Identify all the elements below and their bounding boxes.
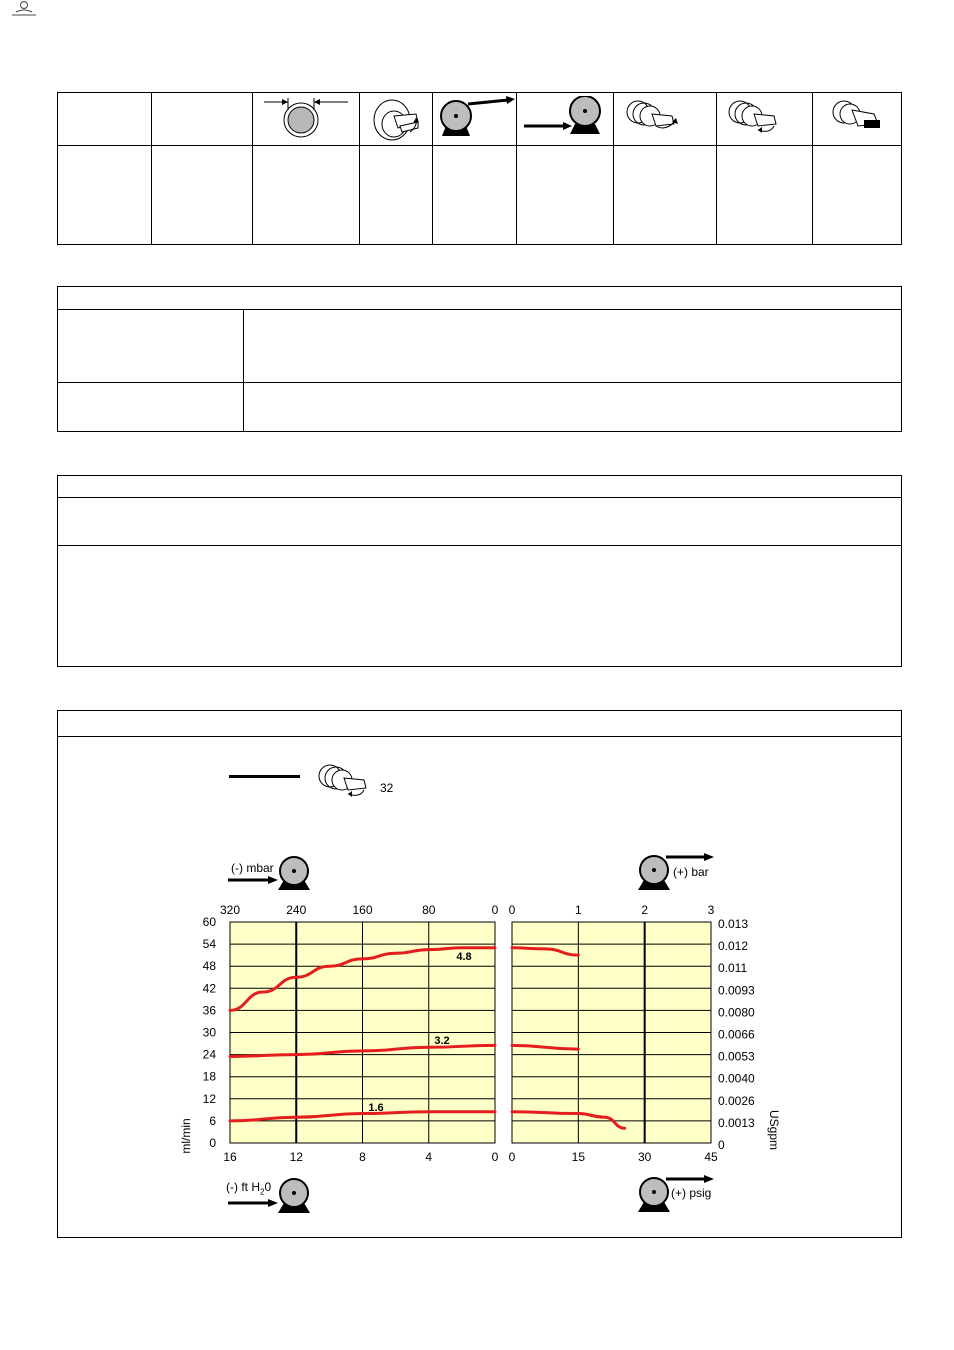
x-tick-label-top: 1	[574, 903, 582, 917]
x-tick-label-bottom: 12	[289, 1150, 303, 1164]
y-tick-label-right: 0.0066	[718, 1027, 755, 1042]
vacuum-bottom-label: (-) ft $H_20$	[226, 1180, 272, 1197]
x-tick-label-top: 2	[641, 903, 649, 917]
series-label: 3.2	[434, 1035, 450, 1047]
y-axis-title: ml/min	[179, 1118, 193, 1154]
y-tick-label: 12	[202, 1091, 216, 1106]
y-tick-label-right: 0.012	[718, 939, 749, 954]
y-tick-label: 42	[202, 981, 216, 996]
x-tick-label-top: 80	[422, 903, 436, 917]
y-tick-label-right: 0.0080	[718, 1005, 755, 1020]
x-tick-label-top: 0	[491, 903, 499, 917]
x-tick-label-bottom: 30	[637, 1150, 652, 1164]
x-tick-label-bottom: 16	[223, 1150, 237, 1164]
y-tick-label: 36	[202, 1003, 216, 1018]
x-tick-label-top: 3	[707, 903, 715, 917]
y-tick-label-right: 0.0053	[718, 1049, 755, 1064]
x-tick-label-bottom: 0	[491, 1150, 499, 1164]
vacuum-top-label: (-) mbar	[231, 861, 274, 875]
y-tick-label: 54	[202, 937, 216, 952]
y-tick-label: 48	[202, 959, 216, 974]
x-tick-label-bottom: 0	[508, 1150, 516, 1164]
y-tick-label-right: 0.0026	[718, 1093, 755, 1108]
y-tick-label-right: 0.011	[718, 961, 748, 976]
y-tick-label-right: 0.0093	[718, 983, 755, 998]
x-tick-label-bottom: 8	[359, 1150, 366, 1164]
y-tick-label: 6	[209, 1113, 216, 1128]
y-tick-label: 30	[202, 1025, 216, 1040]
y-tick-label-right: 0.0013	[718, 1115, 755, 1130]
pressure-bottom-label: (+) psig	[671, 1186, 712, 1200]
y-tick-label-right: 0.0040	[718, 1071, 755, 1086]
y-tick-label: 18	[202, 1069, 216, 1084]
y-tick-label: 60	[202, 915, 216, 929]
x-tick-label-top: 320	[219, 903, 241, 917]
y-tick-label-right: 0.013	[718, 917, 749, 931]
y-tick-label: 0	[209, 1136, 216, 1150]
y-tick-label: 24	[202, 1047, 216, 1062]
series-label: 4.8	[456, 951, 472, 963]
series-label: 1.6	[368, 1102, 384, 1114]
pressure-top-label: (+) bar	[673, 865, 709, 879]
x-tick-label-bottom: 4	[425, 1150, 433, 1164]
x-tick-label-bottom: 45	[704, 1150, 718, 1164]
x-tick-label-bottom: 15	[571, 1150, 586, 1164]
x-tick-label-top: 160	[352, 903, 373, 917]
y-axis-title-right: USgpm	[767, 1109, 781, 1151]
y-tick-label-right: 0	[718, 1138, 725, 1152]
x-tick-label-top: 240	[286, 903, 307, 917]
x-tick-label-top: 0	[508, 903, 516, 917]
legend-label: 32	[380, 781, 394, 795]
